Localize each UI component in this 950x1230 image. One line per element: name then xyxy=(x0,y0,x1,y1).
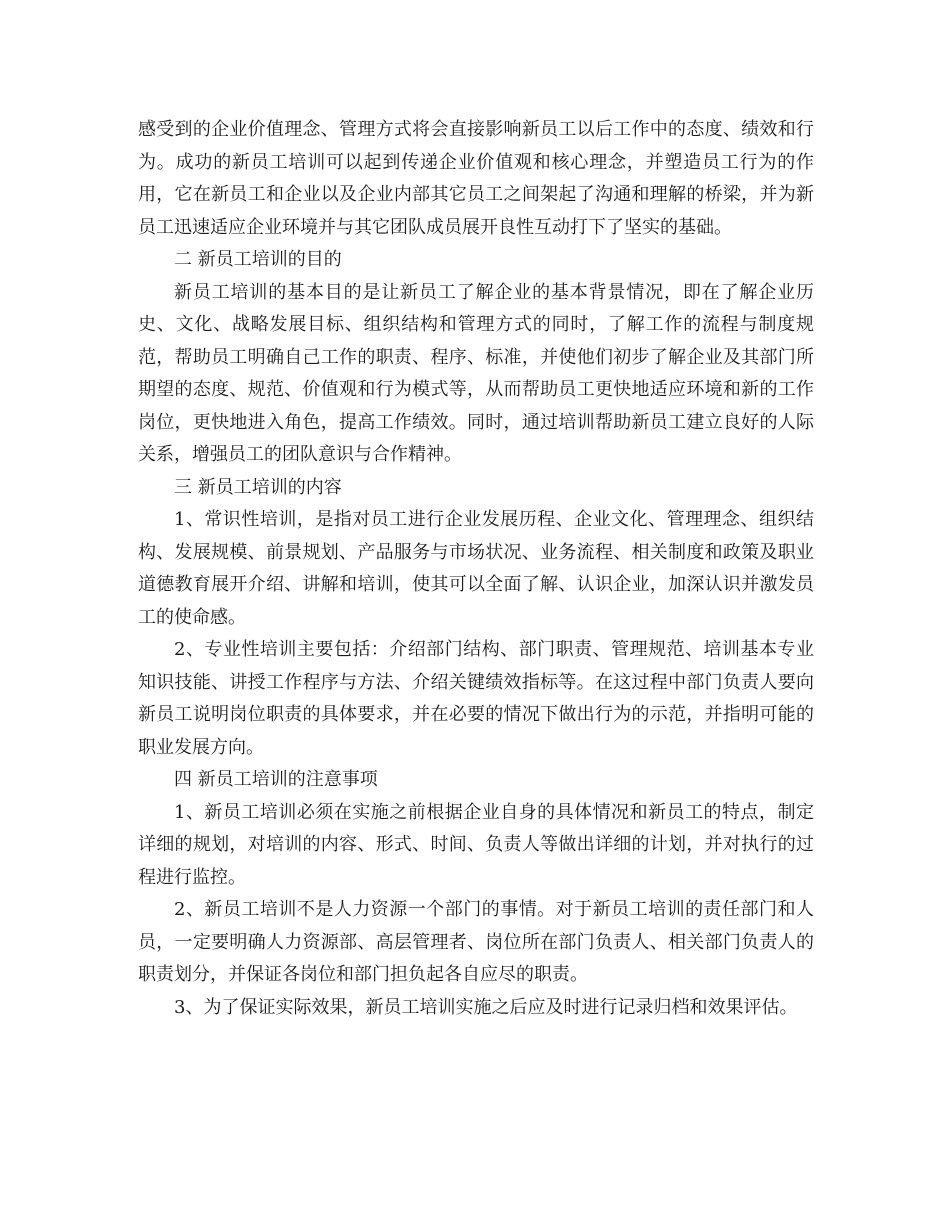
section-heading-notes: 四 新员工培训的注意事项 xyxy=(174,769,378,790)
section-heading-content: 三 新员工培训的内容 xyxy=(174,476,342,498)
section-heading-purpose: 二 新员工培训的目的 xyxy=(174,249,342,270)
paragraph-general-training: 1、常识性培训，是指对员工进行企业发展历程、企业文化、管理理念、组织结构、发展规模、前景规划、产品服务与市场状况、业务流程、相关制度和政策及职业道德教育展开介绍、讲解和培训，使其可以全面了解、认识企业，加深认识并激发员工的使命感。 xyxy=(138,509,814,628)
paragraph-note-2: 2、新员工培训不是人力资源一个部门的事情。对于新员工培训的责任部门和人员，一定要明确人力资源部、高层管理者、岗位所在部门负责人、相关部门负责人的职责划分，并保证各岗位和部门担负起各自应尽的职责。 xyxy=(138,899,814,985)
paragraph-professional-training: 2、专业性培训主要包括：介绍部门结构、部门职责、管理规范、培训基本专业知识技能、讲授工作程序与方法、介绍关键绩效指标等。在这过程中部门负责人要向新员工说明岗位职责的具体要求，并在必要的情况下做出行为的示范，并指明可能的职业发展方向。 xyxy=(138,639,814,758)
document-body xyxy=(138,114,814,1024)
paragraph-purpose: 新员工培训的基本目的是让新员工了解企业的基本背景情况，即在了解企业历史、文化、战略发展目标、组织结构和管理方式的同时，了解工作的流程与制度规范，帮助员工明确自己工作的职责、程序、标准，并使他们初步了解企业及其部门所期望的态度、规范、价值观和行为模式等，从而帮助员工更快地适应环境和新的工作岗位，更快地进入角色，提高工作绩效。同时，通过培训帮助新员工建立良好的人际关系，增强员工的团队意识与合作精神。 xyxy=(138,281,814,465)
paragraph-intro-continued: 感受到的企业价值理念、管理方式将会直接影响新员工以后工作中的态度、绩效和行为。成功的新员工培训可以起到传递企业价值观和核心理念，并塑造员工行为的作用，它在新员工和企业以及企业内部其它员工之间架起了沟通和理解的桥梁，并为新员工迅速适应企业环境并与其它团队成员展开良性互动打下了坚实的基础。 xyxy=(138,119,814,238)
paragraph-note-1: 1、新员工培训必须在实施之前根据企业自身的具体情况和新员工的特点，制定详细的规划，对培训的内容、形式、时间、负责人等做出详细的计划，并对执行的过程进行监控。 xyxy=(138,801,814,888)
paragraph-note-3: 3、为了保证实际效果，新员工培训实施之后应及时进行记录归档和效果评估。 xyxy=(174,996,798,1018)
